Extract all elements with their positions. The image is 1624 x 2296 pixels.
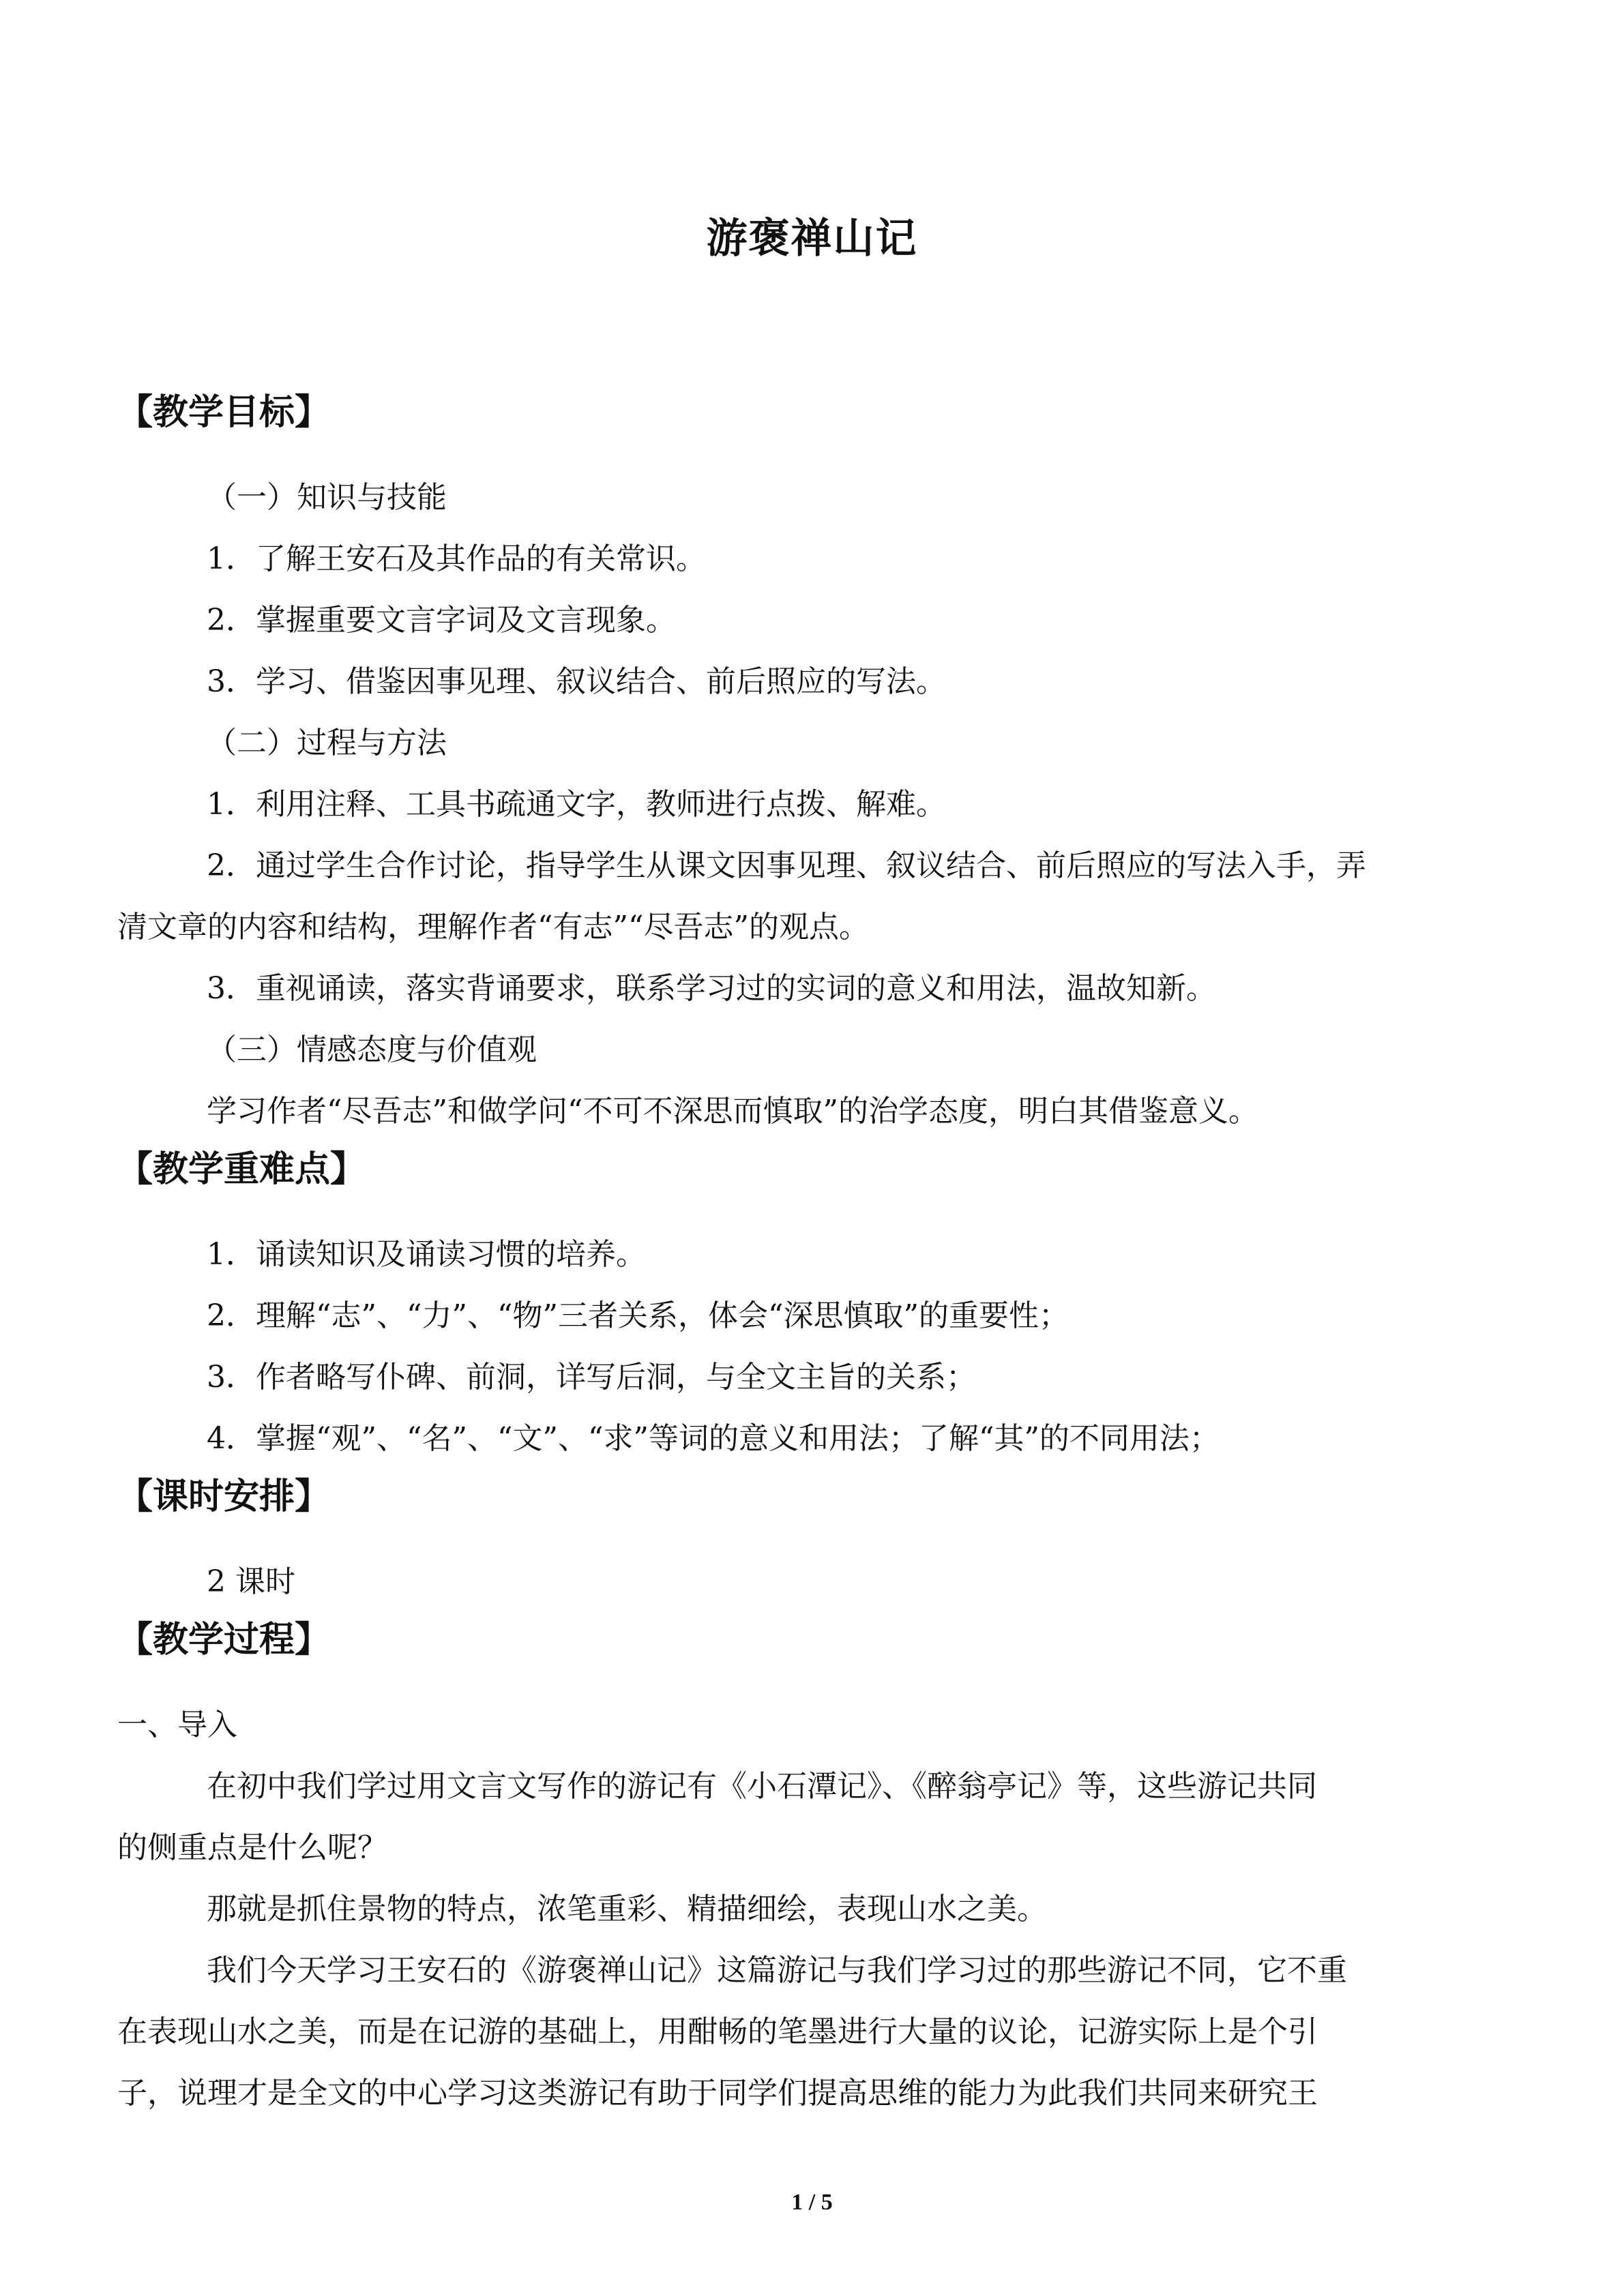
process-item-1: 1．利用注释、工具书疏通文字，教师进行点拨、解难。: [207, 787, 946, 822]
key-point-2: 2．理解“志”、“力”、“物”三者关系，体会“深思慎取”的重要性；: [207, 1298, 1069, 1333]
process-item-2-line-2: 清文章的内容和结构，理解作者“有志”“尽吾志”的观点。: [117, 910, 869, 944]
intro-paragraph-1-line-1: 在初中我们学过用文言文写作的游记有《小石潭记》、《醉翁亭记》等，这些游记共同: [207, 1769, 1317, 1804]
knowledge-item-3: 3．学习、借鉴因事见理、叙议结合、前后照应的写法。: [207, 664, 946, 699]
intro-paragraph-2: 那就是抓住景物的特点，浓笔重彩、精描细绘，表现山水之美。: [207, 1892, 1047, 1926]
schedule-text: 2 课时: [207, 1564, 295, 1599]
intro-paragraph-3-line-2: 在表现山水之美，而是在记游的基础上，用酣畅的笔墨进行大量的议论，记游实际上是个引: [117, 2014, 1318, 2049]
emotion-item-1: 学习作者“尽吾志”和做学问“不可不深思而慎取”的治学态度，明白其借鉴意义。: [207, 1094, 1258, 1129]
knowledge-item-1: 1．了解王安石及其作品的有关常识。: [207, 541, 706, 576]
process-item-2-line-1: 2．通过学生合作讨论，指导学生从课文因事见理、叙议结合、前后照应的写法入手，弄: [207, 848, 1366, 883]
intro-paragraph-3-line-1: 我们今天学习王安石的《游褒禅山记》这篇游记与我们学习过的那些游记不同，它不重: [207, 1953, 1347, 1988]
key-point-4: 4．掌握“观”、“名”、“文”、“求”等词的意义和用法；了解“其”的不同用法；: [207, 1421, 1220, 1456]
knowledge-item-2: 2．掌握重要文言字词及文言现象。: [207, 603, 676, 638]
intro-paragraph-1-line-2: 的侧重点是什么呢？: [117, 1830, 387, 1865]
section-heading-schedule: 【课时安排】: [117, 1476, 331, 1517]
key-point-3: 3．作者略写仆碑、前洞，详写后洞，与全文主旨的关系；: [207, 1360, 976, 1395]
page-number: 1 / 5: [791, 2190, 833, 2215]
process-intro-title: 一、导入: [117, 1708, 237, 1742]
subheading-knowledge: （一）知识与技能: [207, 480, 447, 515]
subheading-emotion: （三）情感态度与价值观: [207, 1032, 537, 1067]
section-heading-process: 【教学过程】: [117, 1620, 331, 1660]
process-item-3: 3．重视诵读，落实背诵要求，联系学习过的实词的意义和用法，温故知新。: [207, 971, 1216, 1006]
document-title: 游褒禅山记: [706, 215, 918, 263]
key-point-1: 1．诵读知识及诵读习惯的培养。: [207, 1237, 646, 1272]
subheading-process: （二）过程与方法: [207, 726, 447, 760]
intro-paragraph-3-line-3: 子，说理才是全文的中心学习这类游记有助于同学们提高思维的能力为此我们共同来研究王: [117, 2076, 1318, 2111]
section-heading-key-points: 【教学重难点】: [117, 1149, 366, 1190]
section-heading-objectives: 【教学目标】: [117, 392, 331, 433]
